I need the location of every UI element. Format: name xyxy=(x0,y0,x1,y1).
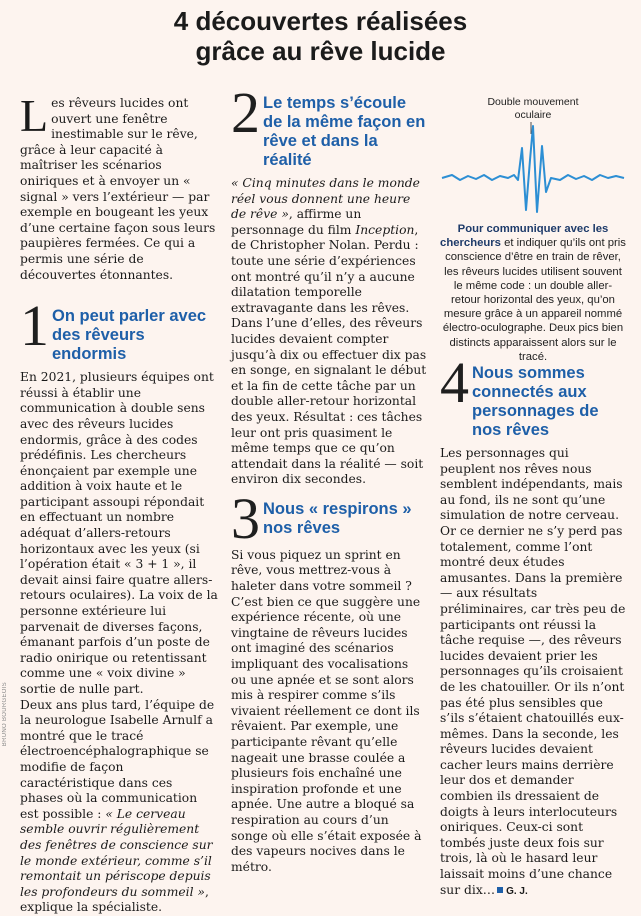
section-1-paragraph-1: En 2021, plusieurs équipes ont réussi à établir une communication à double sens avec des rêveurs lucides endormis, grâce à des codes prédéfinis. Les chercheurs énonçaient par exemple une addition à voix haute et le participant assoupi répondait en effectuant un nombre adéquat d’allers-retours horizontaux avec les yeux (si l’opération était « 3 + 1 », il devait ainsi faire quatre allers-retours oculaires). La voix de la personne extérieure lui parvenait de diverses façons, émanant parfois d’un poste de radio onirique ou retentissant comme une « voix divine » sortie de nulle part. xyxy=(20,370,218,696)
graph-label-line-1: Double mouvement xyxy=(487,96,579,108)
graph-caption-bold: Pour communiquer avec les chercheurs xyxy=(440,223,609,250)
section-1-title: On peut parler avec des rêveurs endormis xyxy=(52,307,207,364)
section-1-quote-tail: , explique la spécialiste. xyxy=(20,884,209,915)
section-4-text: Les personnages qui peuplent nos rêves nous semblent indépendants, mais au fond, ils ne sont qu’une simulation de notre cerveau. Or ce dernier ne s’y perd pas totalement, comme l’ont montré deux études amusantes. Dans la première — aux résultats préliminaires, car très peu de participants ont réussi la tâche requise —, des rêveurs lucides devaient prier les personnages qu’ils croisaient de les chatouiller. Or ils n’ont pas été plus sensibles que s’ils s’étaient chatouillés eux-mêmes. Dans la seconde, les rêveurs lucides devaient cacher leurs mains derrière leur dos et demander combien ils dressaient de doigts à leurs interlocuteurs oniriques. Ceux-ci sont tombés juste deux fois sur trois, là où le hasard leur laissait moins d’une chance sur dix… xyxy=(440,446,626,897)
section-3-number: 3 xyxy=(231,485,260,551)
title-line-2: grâce au rêve lucide xyxy=(195,36,446,66)
intro-text: es rêveurs lucides ont ouvert une fenêtre inestimable sur le rêve, grâce à leur capacité à maîtriser les scénarios oniriques et à envoyer un « signal » vers l’extérieur — par exemple en bougeant les yeux d’une certaine façon sous leurs paupières fermées. Ce qui a permis une série de découvertes étonnantes. xyxy=(20,96,216,282)
section-4-number: 4 xyxy=(440,350,469,415)
section-2-heading xyxy=(231,80,427,170)
section-3-title: Nous « respirons » nos rêves xyxy=(263,499,412,537)
intro-paragraph xyxy=(20,90,218,283)
graph-label xyxy=(440,96,626,122)
section-1-heading xyxy=(20,293,218,364)
graph-label-line-2: oculaire xyxy=(514,109,552,121)
column-middle xyxy=(231,80,427,875)
title-line-1: 4 découvertes réalisées xyxy=(173,6,468,36)
eye-movement-line xyxy=(442,126,624,212)
section-2-number: 2 xyxy=(231,80,260,145)
section-2-p1-a: , affirme un personnage du film xyxy=(231,207,362,237)
end-square-icon xyxy=(497,887,503,893)
column-left xyxy=(20,90,218,916)
section-2-paragraph-1 xyxy=(231,176,427,316)
photo-credit: BRUNO BOURGEOIS xyxy=(2,681,8,746)
section-1-paragraph-2 xyxy=(20,698,218,916)
section-4-heading xyxy=(440,350,626,440)
section-2-paragraph-2: Dans l’une d’elles, des rêveurs lucides devaient compter jusqu’à dix ou effectuer dix pas en songe, en signalant le début et la fin de cette tâche par un double aller-retour horizontal des yeux. Résultat : ces tâches leur ont pris quasiment le même temps que ce qu’on attendait dans la réalité — soit environ dix secondes. xyxy=(231,316,427,487)
section-3-paragraph-1: Si vous piquez un sprint en rêve, vous mettrez-vous à haleter dans votre sommeil ? C’est bien ce que suggère une expérience récente, où une vingtaine de rêveurs lucides ont imaginé des scénarios impliquant des vocalisations ou une apnée et se sont alors mis à respirer comme s’ils vivaient réellement ce dont ils rêvaient. Par exemple, une participante rêvant qu’elle nageait une brasse coulée a plusieurs fois enchaîné une inspiration profonde et une apnée. Une autre a bloqué sa respiration au cours d’un songe où elle s’était exposée à des vapeurs nocives dans le métro. xyxy=(231,547,422,874)
page-title xyxy=(0,6,641,66)
section-1-p2-text: Deux ans plus tard, l’équipe de la neurologue Isabelle Arnulf a montré que le tracé électroencéphalographique se modifie de façon caractéristique dans ces phases où la communication est possible : xyxy=(20,697,215,821)
section-3-heading xyxy=(231,485,427,551)
column-right xyxy=(440,350,626,899)
section-2-quote: « Cinq minutes dans le monde réel vous donnent une heure de rêve » xyxy=(231,176,420,222)
section-1-number: 1 xyxy=(20,293,49,359)
section-4-title: Nous sommes connectés aux personnages de nos rêves xyxy=(472,364,599,439)
signature: G. J. xyxy=(506,885,528,897)
section-1-quote: « Le cerveau semble ouvrir régulièrement des fenêtres de conscience sur le monde extérieur, comme s’il remontait un périscope depuis les profondeurs du sommeil » xyxy=(20,806,213,899)
graph-caption xyxy=(440,222,626,364)
section-2-title: Le temps s’écoule de la même façon en rêve et dans la réalité xyxy=(263,94,426,169)
section-4-paragraph-1 xyxy=(440,446,626,899)
section-2-film: Inception xyxy=(355,222,415,237)
graph-caption-rest: et indiquer qu’ils ont pris conscience d’être en train de rêver, les rêveurs lucides utilisent souvent le même code : un double aller-retour horizontal des yeux, qu’on mesure grâce à un appareil nommé électro-oculographe. Deux pics bien distincts apparaissent alors sur le tracé. xyxy=(442,237,626,363)
section-2-p1-b: , de Christopher Nolan. Perdu : toute une série d’expériences ont montré qu’il n’y a aucune dilatation temporelle extravagante dans les rêves. xyxy=(231,222,419,315)
eye-movement-trace xyxy=(438,120,628,220)
intro-dropcap: L xyxy=(20,90,49,141)
